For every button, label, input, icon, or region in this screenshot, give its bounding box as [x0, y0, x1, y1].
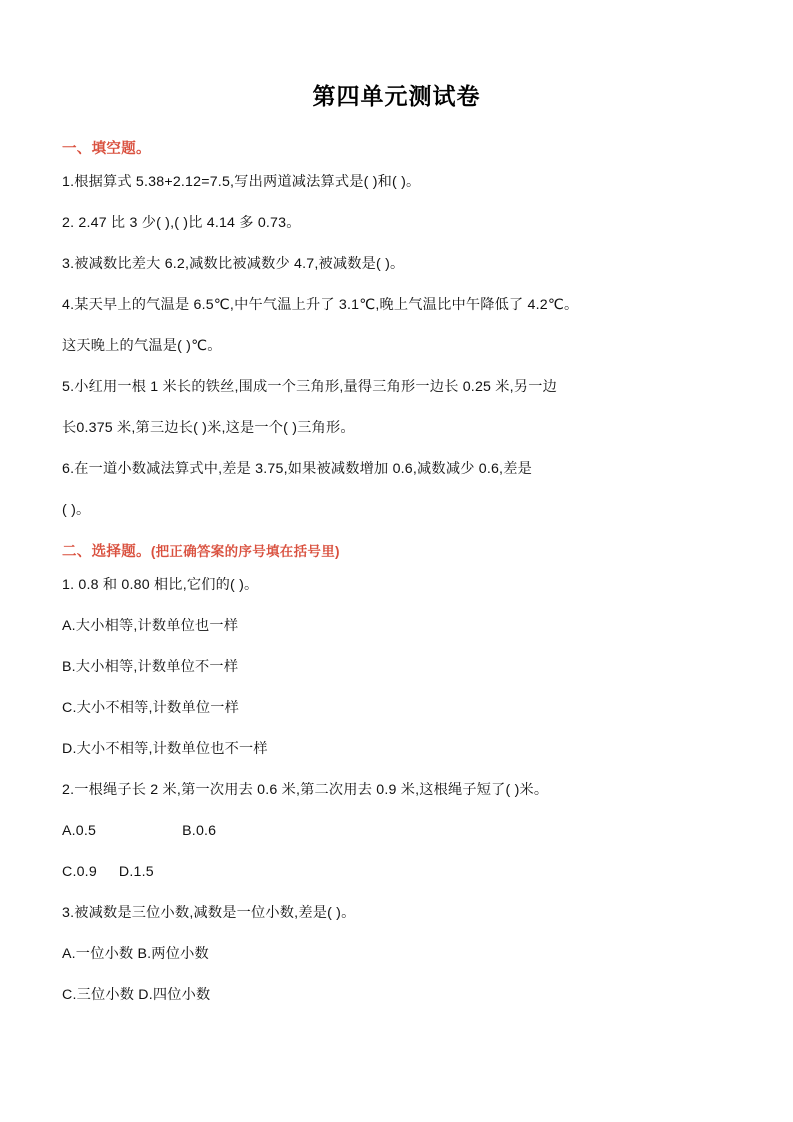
section-heading-sublabel-2: (把正确答案的序号填在括号里): [150, 544, 340, 559]
question-1-3: 3.被减数比差大 6.2,减数比被减数少 4.7,被减数是( )。: [62, 256, 405, 272]
question-2-2-option-b: B.0.6: [182, 823, 217, 839]
section-heading-multiple-choice: [62, 540, 731, 561]
section-heading-label-2: 二、选择题。: [62, 544, 151, 560]
question-1-4-continued: 这天晚上的气温是( )℃。: [62, 338, 222, 354]
question-1-4: 4.某天早上的气温是 6.5℃,中午气温上升了 3.1℃,晚上气温比中午降低了 4.2℃。: [62, 297, 579, 313]
question-2-2-option-d: D.1.5: [118, 864, 154, 880]
section-heading-label: 一、填空题。: [62, 141, 151, 157]
section-heading-fill-in-blanks: [62, 137, 731, 158]
question-1-5-continued: 长0.375 米,第三边长( )米,这是一个( )三角形。: [62, 420, 355, 436]
question-2-2: 2.一根绳子长 2 米,第一次用去 0.6 米,第二次用去 0.9 米,这根绳子短了( )米。: [62, 782, 549, 798]
question-1-6: 6.在一道小数减法算式中,差是 3.75,如果被减数增加 0.6,减数减少 0.6,差是: [62, 461, 532, 477]
question-2-1-option-a: A.大小相等,计数单位也一样: [62, 618, 239, 634]
question-2-2-option-c: C.0.9: [62, 864, 97, 880]
question-1-5: 5.小红用一根 1 米长的铁丝,围成一个三角形,量得三角形一边长 0.25 米,另一边: [62, 379, 557, 395]
question-2-2-option-a: A.0.5: [62, 823, 97, 839]
question-1-2: 2. 2.47 比 3 少( ),( )比 4.14 多 0.73。: [62, 215, 301, 231]
question-2-1: 1. 0.8 和 0.80 相比,它们的( )。: [62, 577, 259, 593]
question-2-3-options-ab: A.一位小数 B.两位小数: [62, 946, 209, 962]
question-2-2-options-ab: [62, 820, 731, 842]
question-2-3-options-cd: C.三位小数 D.四位小数: [62, 987, 211, 1003]
question-1-6-continued: ( )。: [62, 502, 91, 518]
question-2-1-option-d: D.大小不相等,计数单位也不一样: [62, 741, 268, 757]
question-2-1-option-c: C.大小不相等,计数单位一样: [62, 700, 239, 716]
page-title: 第四单元测试卷: [312, 83, 481, 109]
question-2-3: 3.被减数是三位小数,减数是一位小数,差是( )。: [62, 905, 356, 921]
question-2-2-options-cd: [62, 861, 731, 883]
question-2-1-option-b: B.大小相等,计数单位不一样: [62, 659, 239, 675]
question-1-1: 1.根据算式 5.38+2.12=7.5,写出两道减法算式是( )和( )。: [62, 174, 421, 190]
